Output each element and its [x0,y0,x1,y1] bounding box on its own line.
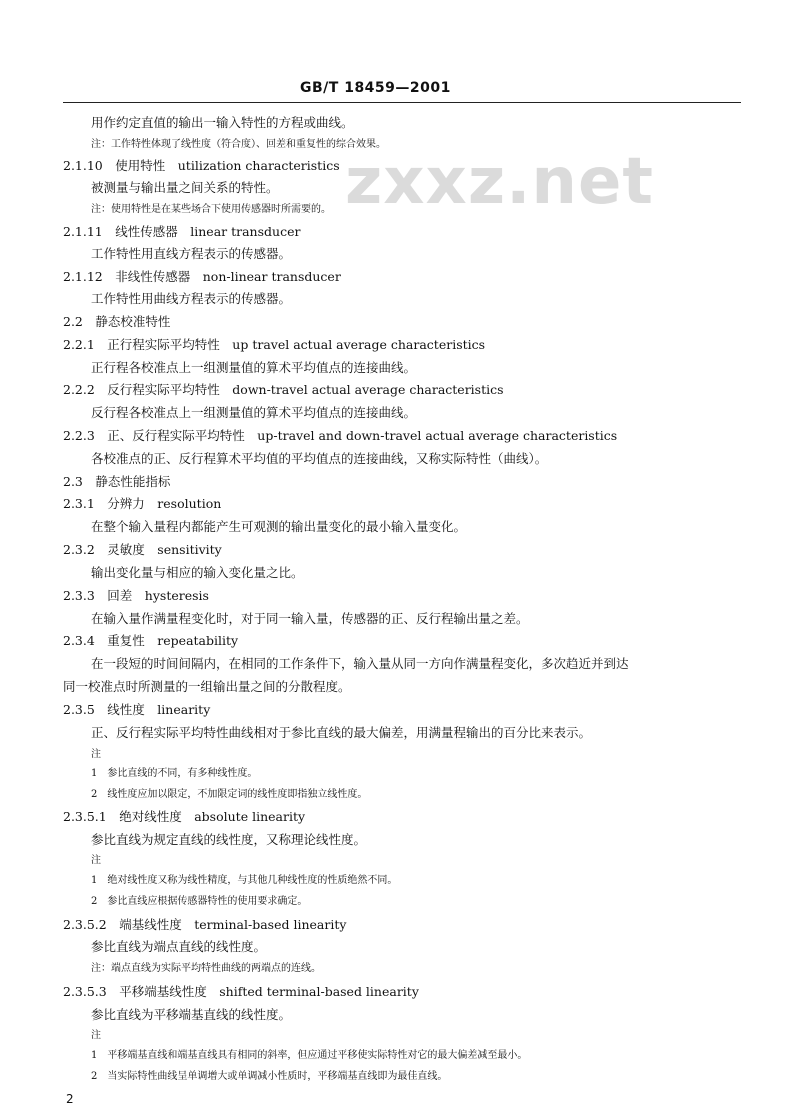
body-line: 在整个输入量程内都能产生可观测的输出量变化的最小输入量变化。 [91,519,467,534]
term-heading: 2.1.12 非线性传感器 non-linear transducer [63,269,341,284]
note-line: 2 线性度应加以限定，不加限定词的线性度即指独立线性度。 [91,789,368,800]
watermark: zxxz.net [345,145,654,219]
body-line: 工作特性用直线方程表示的传感器。 [91,246,292,261]
term-heading: 2.1.11 线性传感器 linear transducer [63,224,301,239]
note-line: 注 [91,1030,101,1041]
term-heading: 2.3.4 重复性 repeatability [63,633,239,648]
note-line: 1 参比直线的不同，有多种线性度。 [91,768,258,779]
note-line: 1 平移端基直线和端基直线具有相同的斜率，但应通过平移使实际特性对它的最大偏差减至最小。 [91,1050,528,1061]
body-line: 参比直线为平移端基直线的线性度。 [91,1007,292,1022]
body-line: 工作特性用曲线方程表示的传感器。 [91,291,292,306]
note-line: 2 当实际特性曲线呈单调增大或单调减小性质时，平移端基直线即为最佳直线。 [91,1071,448,1082]
term-heading: 2.2.3 正、反行程实际平均特性 up-travel and down-travel actual average characteristics [63,428,618,443]
page-number: 2 [66,1092,74,1106]
term-heading: 2.3 静态性能指标 [63,474,171,489]
body-line: 正、反行程实际平均特性曲线相对于参比直线的最大偏差，用满量程输出的百分比来表示。 [91,725,592,740]
body-line: 各校准点的正、反行程算术平均值的平均值点的连接曲线，又称实际特性（曲线）。 [91,451,548,466]
note-line: 1 绝对线性度又称为线性精度，与其他几种线性度的性质绝然不同。 [91,875,398,886]
body-line: 反行程各校准点上一组测量值的算术平均值点的连接曲线。 [91,405,417,420]
term-heading: 2.3.2 灵敏度 sensitivity [63,542,222,557]
note-line: 注 [91,749,101,760]
term-heading: 2.2 静态校准特性 [63,314,171,329]
note-line: 注：端点直线为实际平均特性曲线的两端点的连线。 [91,963,321,974]
term-heading: 2.3.1 分辨力 resolution [63,496,222,511]
term-heading: 2.3.5.1 绝对线性度 absolute linearity [63,809,306,824]
header-rule [63,102,741,103]
term-heading: 2.3.5 线性度 linearity [63,702,211,717]
term-heading: 2.3.5.2 端基线性度 terminal-based linearity [63,917,347,932]
body-line: 用作约定直值的输出一输入特性的方程或曲线。 [91,115,354,130]
standard-code: GB/T 18459—2001 [300,80,451,96]
term-heading: 2.1.10 使用特性 utilization characteristics [63,158,340,173]
body-line: 正行程各校准点上一组测量值的算术平均值点的连接曲线。 [91,360,417,375]
term-heading: 2.3.3 回差 hysteresis [63,588,209,603]
note-line: 注：工作特性体现了线性度（符合度）、回差和重复性的综合效果。 [91,139,386,150]
body-line: 在输入量作满量程变化时，对于同一输入量，传感器的正、反行程输出量之差。 [91,611,529,626]
body-line: 同一校准点时所测量的一组输出量之间的分散程度。 [63,679,351,694]
body-line: 输出变化量与相应的输入变化量之比。 [91,565,304,580]
body-line: 参比直线为规定直线的线性度，又称理论线性度。 [91,832,367,847]
body-line: 参比直线为端点直线的线性度。 [91,939,267,954]
document-header [300,80,540,100]
body-line: 在一段短的时间间隔内，在相同的工作条件下，输入量从同一方向作满量程变化，多次趋近并到达 [91,656,629,671]
note-line: 注 [91,855,101,866]
term-heading: 2.3.5.3 平移端基线性度 shifted terminal-based linearity [63,984,419,999]
term-heading: 2.2.1 正行程实际平均特性 up travel actual average characteristics [63,337,486,352]
term-heading: 2.2.2 反行程实际平均特性 down-travel actual average characteristics [63,382,504,397]
body-line: 被测量与输出量之间关系的特性。 [91,180,279,195]
note-line: 注：使用特性是在某些场合下使用传感器时所需要的。 [91,204,331,215]
note-line: 2 参比直线应根据传感器特性的使用要求确定。 [91,896,308,907]
